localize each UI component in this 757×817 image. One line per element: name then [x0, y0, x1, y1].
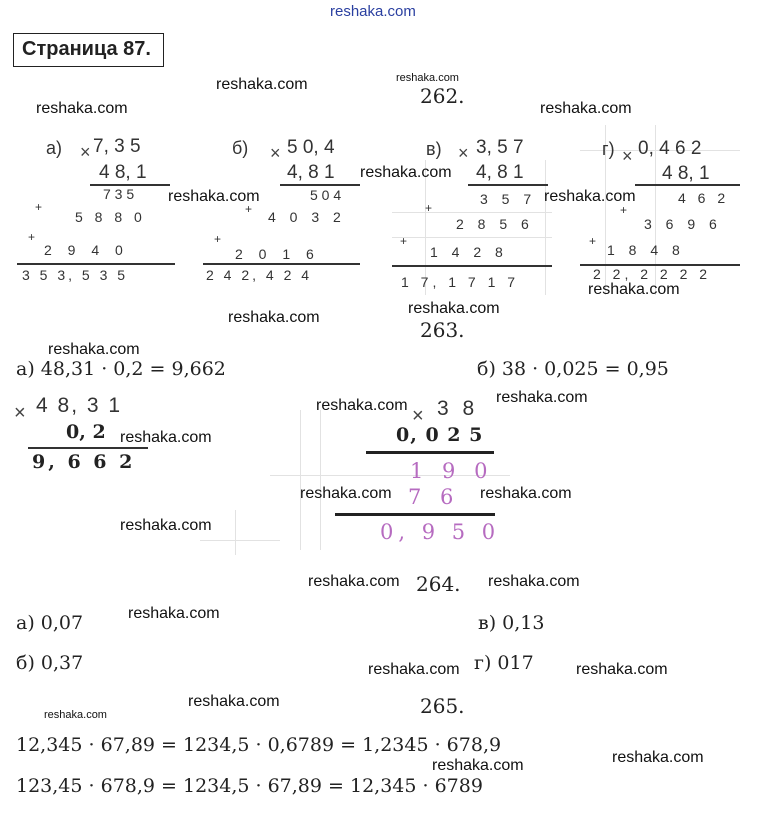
multiplicand: 3, 5 7 [476, 137, 524, 158]
partial-product: 1 9 0 [410, 459, 494, 483]
grid-line [200, 540, 280, 541]
plus-sign: + [425, 201, 433, 215]
watermark: reshaka.com [540, 100, 632, 117]
multiply-sign: × [412, 405, 424, 427]
answer-v: в) 0,13 [478, 612, 545, 634]
watermark: reshaka.com [396, 72, 459, 84]
underline [468, 184, 548, 186]
plus-sign: + [214, 232, 222, 246]
label-v: в) [426, 139, 442, 159]
partial-product: 7 6 [408, 485, 460, 509]
grid-line [300, 410, 301, 550]
watermark: reshaka.com [228, 309, 320, 326]
partial-product: 5 8 8 0 [75, 209, 146, 225]
multiplier: 0, 2 [66, 421, 106, 443]
multiply-sign: × [622, 146, 633, 166]
watermark: reshaka.com [360, 164, 452, 181]
multiplicand: 4 8, 3 1 [36, 394, 123, 417]
partial-product: 3 6 9 6 [644, 216, 722, 232]
partial-product: 7 3 5 [103, 186, 135, 202]
partial-product: 5 0 4 [310, 187, 342, 203]
partial-product: 4 6 2 [678, 190, 730, 206]
watermark: reshaka.com [308, 573, 400, 590]
label-a: а) [46, 138, 63, 158]
multiplier: 4, 8 1 [287, 162, 335, 183]
multiplicand: 5 0, 4 [287, 137, 335, 158]
equation-line-1: 12,345 · 67,89 = 1234,5 · 0,6789 = 1,2345 · 678,9 [16, 734, 502, 756]
result: 2 2, 2 2 2 2 [593, 266, 712, 282]
plus-sign: + [400, 234, 408, 248]
watermark: reshaka.com [588, 281, 680, 298]
result: 3 5 3, 5 3 5 [22, 267, 129, 283]
grid-line [392, 212, 552, 213]
grid-line [235, 510, 236, 555]
watermark: reshaka.com [168, 188, 260, 205]
multiply-sign: × [270, 143, 281, 163]
multiply-sign: × [14, 402, 26, 424]
result: 9, 6 6 2 [32, 451, 136, 473]
underline [635, 184, 740, 186]
problem-number-265: 265. [420, 694, 465, 718]
multiplier: 4, 8 1 [476, 162, 524, 183]
problem-number-262: 262. [420, 84, 465, 108]
multiplier: 0, 0 2 5 [396, 424, 484, 446]
underline [366, 451, 494, 454]
watermark: reshaka.com [612, 749, 704, 766]
plus-sign: + [620, 203, 628, 217]
multiplier: 4 8, 1 [99, 162, 147, 183]
watermark: reshaka.com [330, 3, 416, 20]
problem-number-264: 264. [416, 572, 461, 596]
result-line [17, 263, 175, 265]
watermark: reshaka.com [128, 605, 220, 622]
grid-line [392, 237, 552, 238]
watermark: reshaka.com [216, 76, 308, 93]
result: 1 7, 1 7 1 7 [401, 274, 520, 290]
partial-product: 2 0 1 6 [235, 246, 320, 262]
plus-sign: + [28, 230, 36, 244]
answer-b: б) 0,37 [16, 652, 84, 674]
partial-product: 4 0 3 2 [268, 209, 346, 225]
result-line [203, 263, 360, 265]
watermark: reshaka.com [120, 429, 212, 446]
label-g: г) [602, 139, 615, 159]
label-b: б) [232, 138, 249, 158]
equation-b: б) 38 · 0,025 = 0,95 [477, 358, 669, 380]
plus-sign: + [245, 202, 253, 216]
watermark: reshaka.com [316, 397, 408, 414]
answer-a: а) 0,07 [16, 612, 84, 634]
result-line [28, 447, 148, 449]
watermark: reshaka.com [300, 485, 392, 502]
page-title: Страница 87. [13, 33, 164, 67]
result: 2 4 2, 4 2 4 [206, 267, 313, 283]
underline [280, 184, 360, 186]
grid-line [545, 160, 546, 295]
watermark: reshaka.com [120, 517, 212, 534]
partial-product: 3 5 7 [480, 191, 537, 207]
result-line [392, 265, 552, 267]
partial-product: 1 8 4 8 [607, 242, 685, 258]
watermark: reshaka.com [488, 573, 580, 590]
equation-a: а) 48,31 · 0,2 = 9,662 [16, 358, 226, 380]
partial-product: 2 9 4 0 [44, 242, 129, 258]
multiplicand: 7, 3 5 [93, 136, 141, 157]
result: 0, 9 5 0 [380, 520, 501, 544]
problem-number-263: 263. [420, 318, 465, 342]
plus-sign: + [35, 200, 43, 214]
partial-product: 2 8 5 6 [456, 216, 534, 232]
watermark: reshaka.com [496, 389, 588, 406]
partial-product: 1 4 2 8 [430, 244, 508, 260]
plus-sign: + [589, 234, 597, 248]
watermark: reshaka.com [408, 300, 500, 317]
watermark: reshaka.com [48, 341, 140, 358]
multiplier: 4 8, 1 [662, 163, 710, 184]
multiply-sign: × [458, 143, 469, 163]
answer-g: г) 017 [474, 652, 534, 674]
watermark: reshaka.com [480, 485, 572, 502]
watermark: reshaka.com [36, 100, 128, 117]
grid-line [320, 410, 321, 550]
watermark: reshaka.com [576, 661, 668, 678]
multiplicand: 3 8 [437, 397, 479, 420]
watermark: reshaka.com [432, 757, 524, 774]
multiply-sign: × [80, 142, 91, 162]
multiplicand: 0, 4 6 2 [638, 138, 702, 159]
result-line [335, 513, 495, 516]
equation-line-2: 123,45 · 678,9 = 1234,5 · 67,89 = 12,345 · 6789 [16, 775, 483, 797]
watermark: reshaka.com [44, 709, 107, 721]
watermark: reshaka.com [368, 661, 460, 678]
watermark: reshaka.com [544, 188, 636, 205]
watermark: reshaka.com [188, 693, 280, 710]
